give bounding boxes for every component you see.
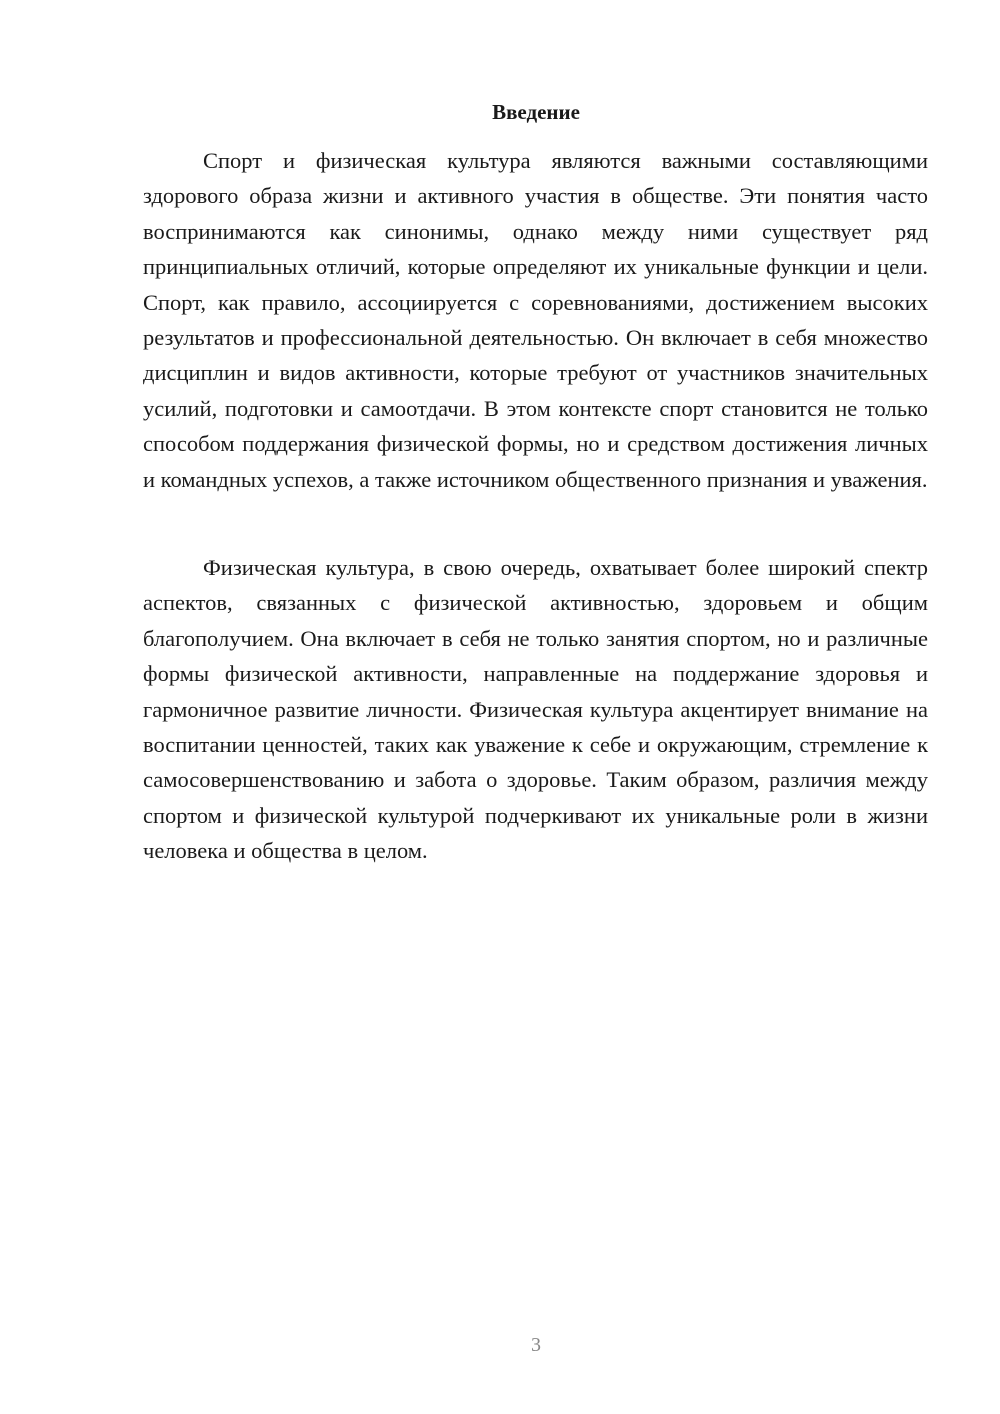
paragraph-1: Спорт и физическая культура являются важными составляющими здорового образа жизни и активного участия в обществе. Эти понятия часто воспринимаются как синонимы, однако между ними существует ряд принципиальных отличий, которые определяют их уникальные функции и цели. Спорт, как правило, ассоциируется с соревнованиями, достижением высоких результатов и профессиональной деятельностью. Он включает в себя множество дисциплин и видов активности, которые требуют от участников значительных усилий, подготовки и самоотдачи. В этом контексте спорт становится не только способом поддержания физической формы, но и средством достижения личных и командных успехов, а также источником общественного признания и уважения.	[143, 148, 928, 492]
section-heading: Введение	[492, 100, 580, 124]
page-number: 3	[531, 1334, 541, 1356]
paragraph-2: Физическая культура, в свою очередь, охватывает более широкий спектр аспектов, связанных с физической активностью, здоровьем и общим благополучием. Она включает в себя не только занятия спортом, но и различные формы физической активности, направленные на поддержание здоровья и гармоничное развитие личности. Физическая культура акцентирует внимание на воспитании ценностей, таких как уважение к себе и окружающим, стремление к самосовершенствованию и забота о здоровье. Таким образом, различия между спортом и физической культурой подчеркивают их уникальные роли в жизни человека и общества в целом.	[143, 555, 928, 864]
